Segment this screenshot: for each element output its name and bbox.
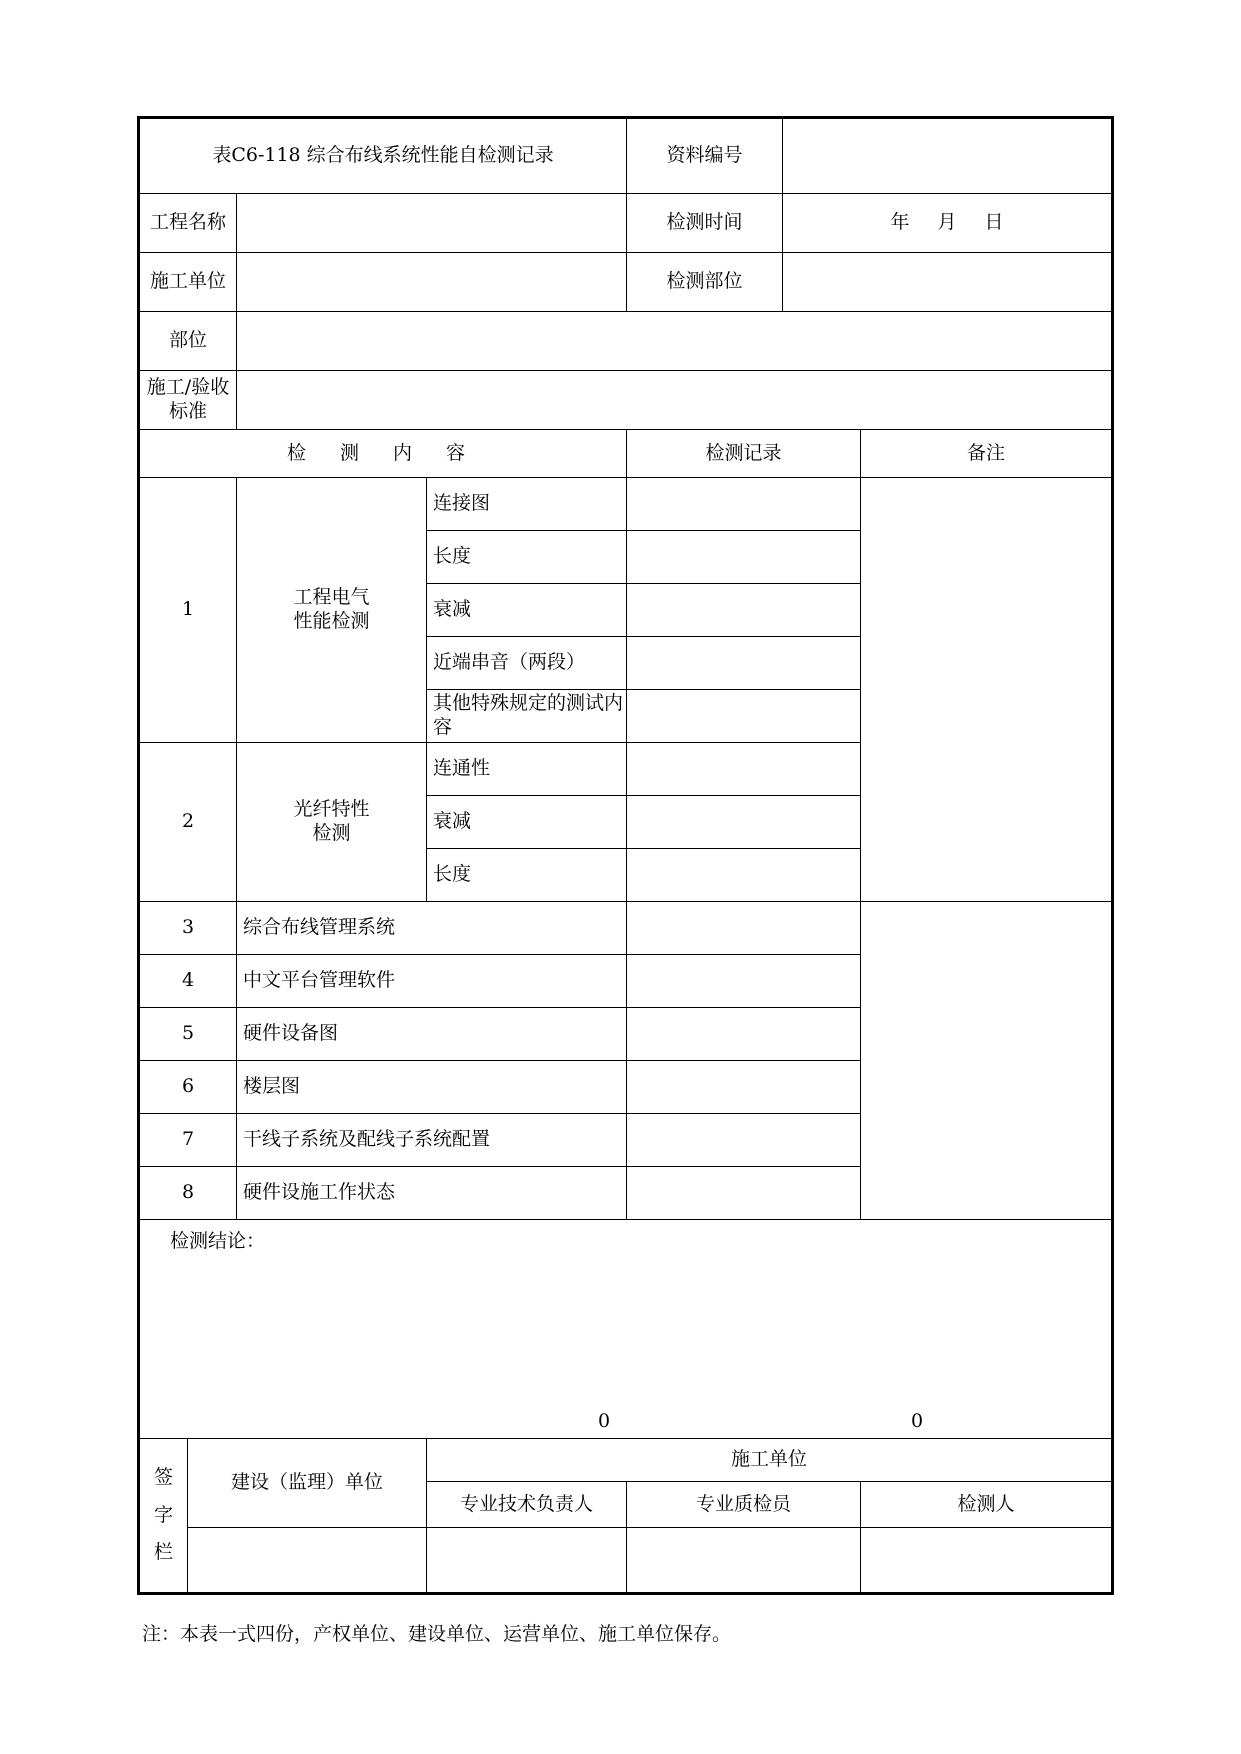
conclusion-value-left: 0 xyxy=(598,1410,611,1432)
test-item: 连通性 xyxy=(427,743,627,796)
tester-label: 检测人 xyxy=(861,1482,1113,1528)
test-item: 硬件设施工作状态 xyxy=(237,1167,627,1220)
side-char: 栏 xyxy=(153,1541,173,1564)
owner-label: 建设（监理）单位 xyxy=(188,1439,427,1528)
conclusion-label: 检测结论： xyxy=(170,1230,266,1252)
record-cell[interactable] xyxy=(627,1061,861,1114)
test-item: 综合布线管理系统 xyxy=(237,902,627,955)
test-item: 中文平台管理软件 xyxy=(237,955,627,1008)
doc-no-label: 资料编号 xyxy=(627,118,783,194)
row-number: 6 xyxy=(139,1061,237,1114)
tech-lead-label: 专业技术负责人 xyxy=(427,1482,627,1528)
record-cell[interactable] xyxy=(627,1008,861,1061)
tester-signature-cell[interactable] xyxy=(861,1528,1113,1594)
owner-signature-cell[interactable] xyxy=(188,1528,427,1594)
test-item: 长度 xyxy=(427,531,627,584)
date-month: 月 xyxy=(937,211,957,234)
test-item: 衰减 xyxy=(427,584,627,637)
tech-lead-signature-cell[interactable] xyxy=(427,1528,627,1594)
record-cell[interactable] xyxy=(627,743,861,796)
project-name-value[interactable] xyxy=(237,194,627,253)
inspection-record-form xyxy=(137,116,1114,1595)
side-char: 签 xyxy=(153,1465,173,1488)
group-1-name-line2: 性能检测 xyxy=(293,610,370,632)
conclusion-value-right: 0 xyxy=(911,1410,924,1432)
construction-unit-value[interactable] xyxy=(237,253,627,312)
record-cell[interactable] xyxy=(627,849,861,902)
signature-side-label xyxy=(139,1439,188,1594)
group-2-name-line1: 光纤特性 xyxy=(293,798,370,821)
construction-unit-label: 施工单位 xyxy=(139,253,237,312)
test-date-field[interactable] xyxy=(783,194,1113,253)
quality-inspector-label: 专业质检员 xyxy=(627,1482,861,1528)
record-cell[interactable] xyxy=(627,902,861,955)
group-2-name-line2: 检测 xyxy=(312,822,351,844)
standard-label: 施工/验收标准 xyxy=(139,371,237,430)
test-item: 干线子系统及配线子系统配置 xyxy=(237,1114,627,1167)
quality-inspector-signature-cell[interactable] xyxy=(627,1528,861,1594)
test-location-value[interactable] xyxy=(783,253,1113,312)
test-item: 其他特殊规定的测试内容 xyxy=(427,690,627,743)
conclusion-field[interactable] xyxy=(139,1220,1113,1439)
form-title: 表C6-118 综合布线系统性能自检测记录 xyxy=(139,118,627,194)
column-header-record: 检测记录 xyxy=(627,430,861,478)
position-value[interactable] xyxy=(237,312,1113,371)
test-item: 衰减 xyxy=(427,796,627,849)
record-cell[interactable] xyxy=(627,637,861,690)
group-2-number: 2 xyxy=(139,743,237,902)
group-1-name xyxy=(237,478,427,743)
column-header-remarks: 备注 xyxy=(861,430,1113,478)
standard-value[interactable] xyxy=(237,371,1113,430)
test-item: 近端串音（两段） xyxy=(427,637,627,690)
record-cell[interactable] xyxy=(627,796,861,849)
project-name-label: 工程名称 xyxy=(139,194,237,253)
group-1-number: 1 xyxy=(139,478,237,743)
record-cell[interactable] xyxy=(627,955,861,1008)
test-time-label: 检测时间 xyxy=(627,194,783,253)
footnote: 注：本表一式四份，产权单位、建设单位、运营单位、施工单位保存。 xyxy=(142,1623,732,1645)
contractor-label: 施工单位 xyxy=(427,1439,1113,1482)
record-cell[interactable] xyxy=(627,1167,861,1220)
record-cell[interactable] xyxy=(627,584,861,637)
doc-no-value[interactable] xyxy=(783,118,1113,194)
row-number: 8 xyxy=(139,1167,237,1220)
row-number: 3 xyxy=(139,902,237,955)
date-day: 日 xyxy=(984,211,1004,234)
test-item: 长度 xyxy=(427,849,627,902)
row-number: 7 xyxy=(139,1114,237,1167)
remarks-cell[interactable] xyxy=(861,478,1113,902)
test-item: 连接图 xyxy=(427,478,627,531)
record-cell[interactable] xyxy=(627,531,861,584)
record-cell[interactable] xyxy=(627,478,861,531)
column-header-content: 检 测 内 容 xyxy=(139,430,627,478)
row-number: 4 xyxy=(139,955,237,1008)
date-year: 年 xyxy=(890,211,910,234)
test-location-label: 检测部位 xyxy=(627,253,783,312)
side-char: 字 xyxy=(153,1503,173,1526)
record-cell[interactable] xyxy=(627,690,861,743)
group-1-name-line1: 工程电气 xyxy=(293,586,370,609)
remarks-cell[interactable] xyxy=(861,902,1113,1220)
position-label: 部位 xyxy=(139,312,237,371)
row-number: 5 xyxy=(139,1008,237,1061)
record-cell[interactable] xyxy=(627,1114,861,1167)
test-item: 硬件设备图 xyxy=(237,1008,627,1061)
group-2-name xyxy=(237,743,427,902)
test-item: 楼层图 xyxy=(237,1061,627,1114)
